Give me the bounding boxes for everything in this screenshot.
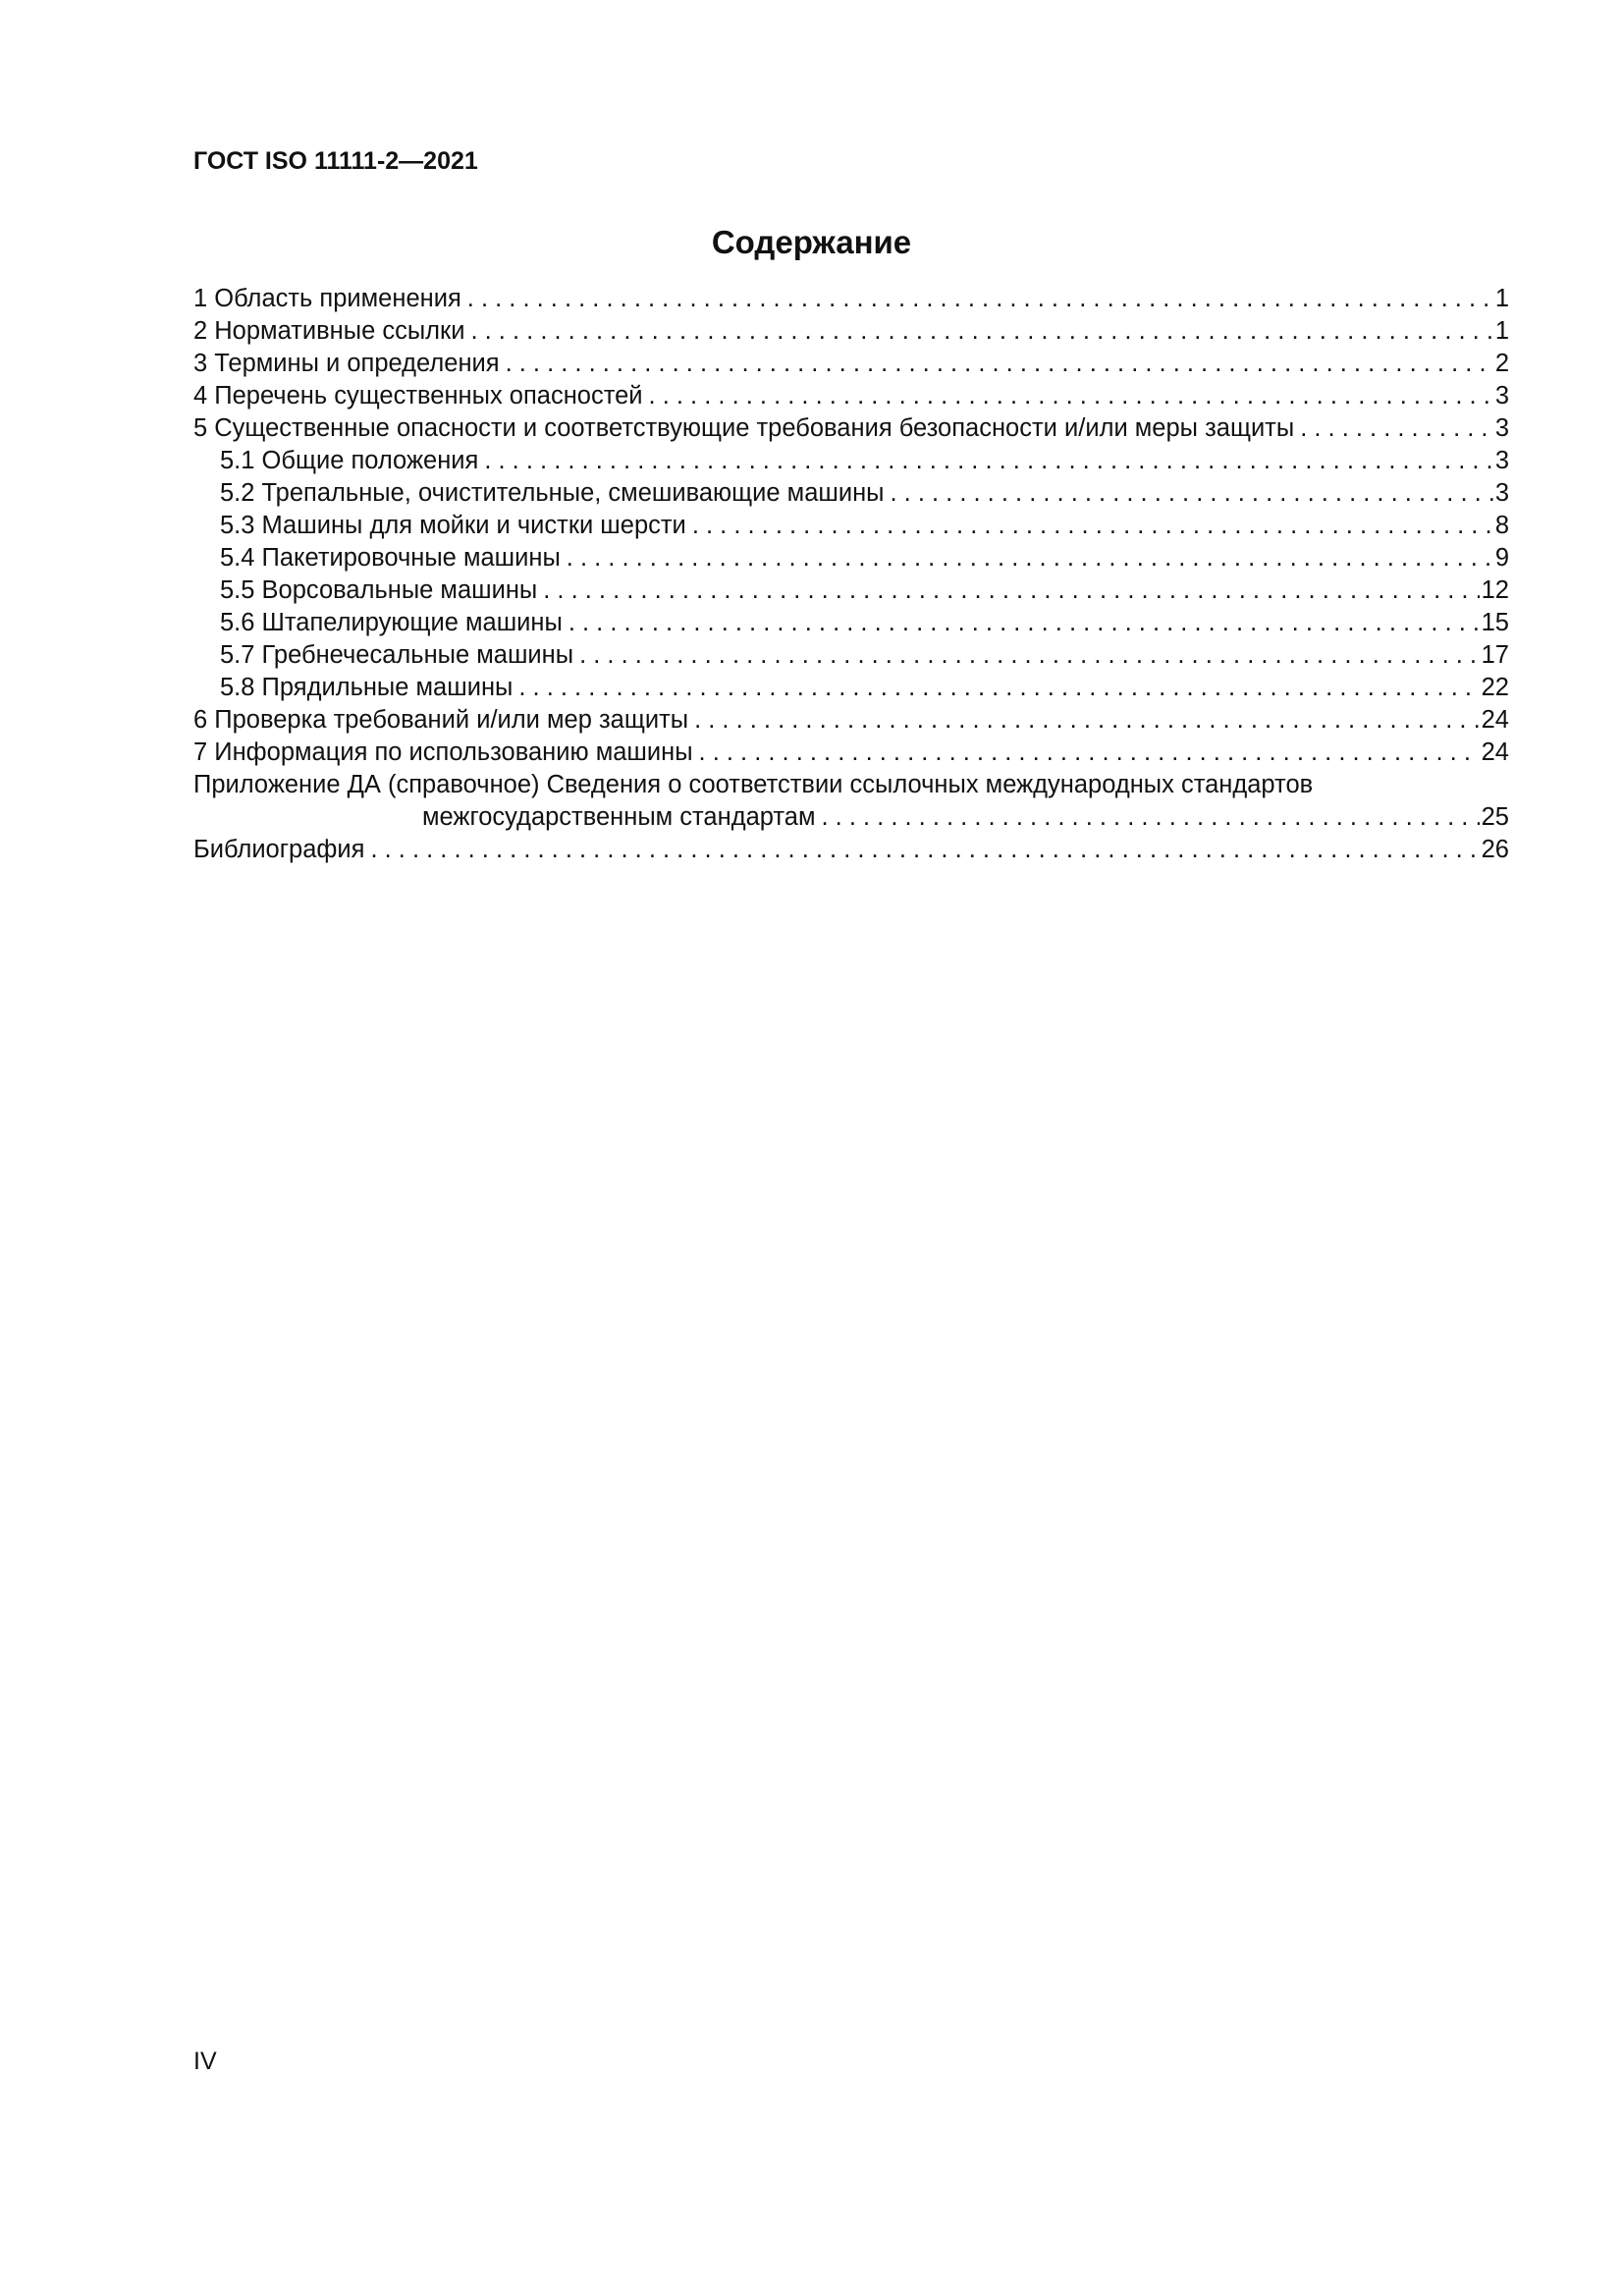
toc-entry-page: 1 <box>1494 285 1509 312</box>
toc-entry[interactable] <box>193 738 1509 771</box>
toc-entry-title: 6 Проверка требований и/или мер защиты <box>193 706 689 734</box>
toc-entry-annex[interactable] <box>193 771 1509 803</box>
toc-entry-title: 5.2 Трепальные, очистительные, смешивающие машины <box>220 479 885 507</box>
toc-entry-page: 3 <box>1494 447 1509 474</box>
toc-entry[interactable] <box>193 836 1509 868</box>
toc-leader <box>518 674 1479 702</box>
toc-entry-title: 5.6 Штапелирующие машины <box>220 609 563 636</box>
toc-entry-title: межгосударственным стандартам <box>422 803 816 831</box>
toc-entry-title: 2 Нормативные ссылки <box>193 317 465 345</box>
toc-entry-title: 3 Термины и определения <box>193 350 500 377</box>
toc-entry-page: 12 <box>1481 576 1509 604</box>
toc-entry-page: 1 <box>1494 317 1509 345</box>
toc-entry[interactable] <box>193 382 1509 414</box>
toc-entry-page: 9 <box>1494 544 1509 572</box>
toc-entry-page: 2 <box>1494 350 1509 377</box>
toc-entry-title: 1 Область применения <box>193 285 461 312</box>
toc-entry-title: 4 Перечень существенных опасностей <box>193 382 643 410</box>
toc-entry-page: 24 <box>1481 706 1509 734</box>
toc-entry-title: Приложение ДА (справочное) Сведения о соответствии ссылочных международных стандартов <box>193 771 1314 798</box>
toc-entry-continuation[interactable] <box>193 803 1509 836</box>
toc-subentry[interactable] <box>193 674 1509 706</box>
toc-entry-title: 5.7 Гребнечесальные машины <box>220 641 574 669</box>
toc-entry-page: 8 <box>1494 512 1509 539</box>
toc-subentry[interactable] <box>193 479 1509 512</box>
toc-leader <box>891 479 1493 508</box>
toc-leader <box>506 350 1493 378</box>
toc-entry-title: 5.1 Общие положения <box>220 447 479 474</box>
toc-leader <box>821 803 1479 832</box>
toc-entry-page: 26 <box>1481 836 1509 863</box>
toc-entry-title: Библиография <box>193 836 365 863</box>
toc-leader <box>543 576 1479 605</box>
toc-subentry[interactable] <box>193 576 1509 609</box>
toc-subentry[interactable] <box>193 512 1509 544</box>
toc-entry-title: 5.4 Пакетировочные машины <box>220 544 561 572</box>
document-code: ГОСТ ISO 11111-2—2021 <box>193 147 478 175</box>
toc-leader <box>1300 414 1493 443</box>
toc-entry-page: 25 <box>1481 803 1509 831</box>
toc-leader <box>692 512 1493 540</box>
toc-entry[interactable] <box>193 414 1509 447</box>
toc-entry[interactable] <box>193 706 1509 738</box>
toc-subentry[interactable] <box>193 447 1509 479</box>
toc-leader <box>370 836 1479 864</box>
toc-entry-page: 17 <box>1481 641 1509 669</box>
toc-entry-page: 3 <box>1494 382 1509 410</box>
toc-leader <box>579 641 1480 670</box>
toc-entry-page: 15 <box>1481 609 1509 636</box>
toc-leader <box>484 447 1492 475</box>
toc-leader <box>568 609 1480 637</box>
toc-leader <box>467 285 1493 313</box>
toc-leader <box>567 544 1493 573</box>
toc-entry[interactable] <box>193 350 1509 382</box>
toc-leader <box>470 317 1492 346</box>
toc-entry-title: 5 Существенные опасности и соответствующие требования безопасности и/или меры защиты <box>193 414 1295 442</box>
table-of-contents <box>193 285 1509 868</box>
toc-leader <box>649 382 1493 410</box>
toc-subentry[interactable] <box>193 544 1509 576</box>
toc-entry-page: 3 <box>1494 414 1509 442</box>
toc-title: Содержание <box>711 224 912 260</box>
toc-entry-page: 24 <box>1481 738 1509 766</box>
toc-leader <box>699 738 1480 767</box>
toc-entry-title: 5.8 Прядильные машины <box>220 674 514 701</box>
toc-entry-page: 3 <box>1494 479 1509 507</box>
toc-subentry[interactable] <box>193 641 1509 674</box>
toc-entry-title: 5.5 Ворсовальные машины <box>220 576 538 604</box>
toc-entry-title: 7 Информация по использованию машины <box>193 738 693 766</box>
toc-entry[interactable] <box>193 317 1509 350</box>
toc-subentry[interactable] <box>193 609 1509 641</box>
toc-entry[interactable] <box>193 285 1509 317</box>
toc-entry-page: 22 <box>1481 674 1509 701</box>
toc-entry-title: 5.3 Машины для мойки и чистки шерсти <box>220 512 686 539</box>
toc-leader <box>694 706 1480 735</box>
page-number: IV <box>193 2048 217 2075</box>
